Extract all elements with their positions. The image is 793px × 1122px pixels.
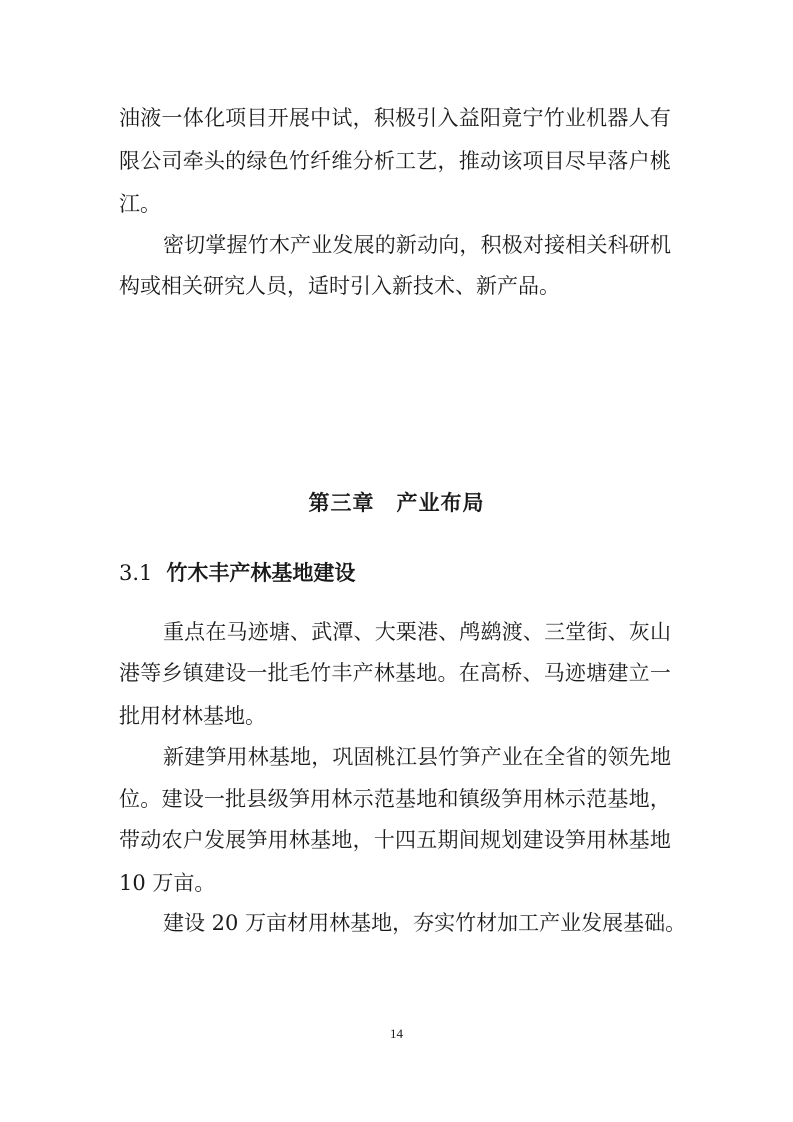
paragraph-4-line-4: 10 万亩。 [119, 871, 216, 895]
section-number: 3.1 [119, 561, 153, 585]
paragraph-4-line-1: 新 建 笋 用 林 基 地 ， 巩 固 桃 江 县 竹 笋 产 业 在 全 省 的 领 先 地 [163, 745, 671, 769]
paragraph-4-line-2: 位 。 建 设 一 批 县 级 笋 用 林 示 范 基 地 和 镇 级 笋 用 林 示 范 基 地 ， [119, 787, 671, 811]
paragraph-3-line-3: 批用材林基地。 [119, 704, 266, 728]
paragraph-4-line-3: 带 动 农 户 发 展 笋 用 林 基 地 ， 十 四 五 期 间 规 划 建 设 笋 用 林 基 地 [119, 828, 671, 852]
paragraph-3-line-1: 重 点 在 马 迹 塘 、 武 潭 、 大 栗 港 、 鸬 鹚 渡 、 三 堂 街 、 灰 山 [163, 620, 671, 644]
paragraph-1-line-2: 限 公 司 牵 头 的 绿 色 竹 纤 维 分 析 工 艺 ， 推 动 该 项 目 尽 早 落 户 桃 [119, 149, 671, 173]
section-title: 竹木丰产林基地建设 [166, 561, 356, 585]
paragraph-2-line-1: 密 切 掌 握 竹 木 产 业 发 展 的 新 动 向 ， 积 极 对 接 相 关 科 研 机 [163, 233, 671, 257]
paragraph-1-line-3: 江。 [119, 192, 161, 216]
paragraph-2-line-2: 构或相关研究人员，适时引入新技术、新产品。 [119, 274, 560, 298]
section-heading [119, 553, 355, 593]
paragraph-5-line-1: 建设 20 万亩材用林基地，夯实竹材加工产业发展基础。 [163, 911, 687, 935]
chapter-title: 第三章 产业布局 [308, 491, 485, 515]
paragraph-3-line-2: 港 等 乡 镇 建 设 一 批 毛 竹 丰 产 林 基 地 。 在 高 桥 、 马 迹 塘 建 立 一 [119, 661, 671, 685]
paragraph-1-line-1: 油 液 一 体 化 项 目 开 展 中 试 ， 积 极 引 入 益 阳 竟 宁 竹 业 机 器 人 有 [119, 106, 671, 130]
page-number: 14 [390, 1026, 403, 1041]
